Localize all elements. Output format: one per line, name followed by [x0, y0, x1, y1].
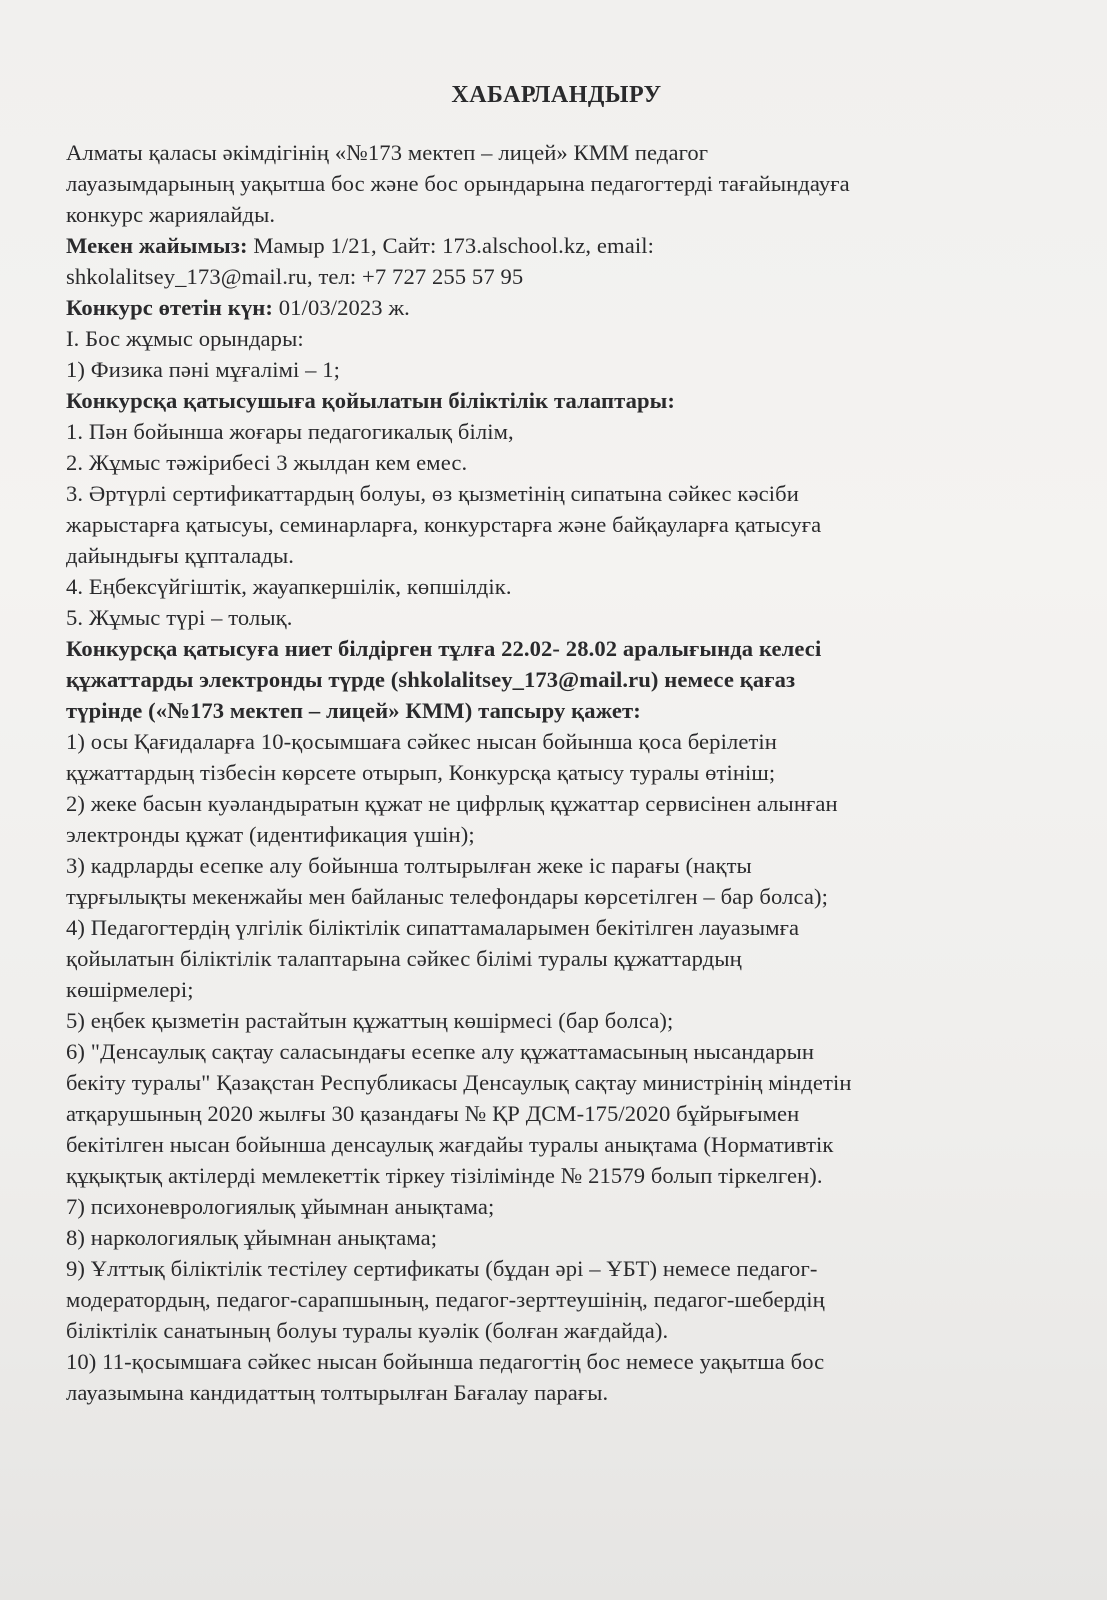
contest-date-label: Конкурс өтетін күн:	[66, 295, 274, 320]
submission-line: 9) Ұлттық біліктілік тестілеу сертификаты (бұдан әрі – ҰБТ) немесе педагог-	[66, 1256, 818, 1281]
submission-line: 7) психоневрологиялық ұйымнан анықтама;	[66, 1194, 495, 1219]
submission-line: 1) осы Қағидаларға 10-қосымшаға сәйкес нысан бойынша қоса берілетін	[66, 729, 778, 754]
vacancies-heading: I. Бос жұмыс орындары:	[66, 326, 304, 351]
submission-line: тұрғылықты мекенжайы мен байланыс телефондары көрсетілген – бар болса);	[66, 884, 829, 909]
submission-line: 5) еңбек қызметін растайтын құжаттың көшірмесі (бар болса);	[66, 1008, 674, 1033]
requirements-section	[66, 385, 1047, 633]
submission-line: біліктілік санатының болуы туралы куәлік (болған жағдайда).	[66, 1318, 669, 1343]
requirements-heading: Конкурсқа қатысушыға қойылатын біліктілік талаптары:	[66, 388, 676, 413]
submission-section	[66, 633, 1047, 1408]
submission-line: 6) "Денсаулық сақтау саласындағы есепке алу құжаттамасының нысандарын	[66, 1039, 815, 1064]
submission-line: 3) кадрларды есепке алу бойынша толтырылған жеке іс парағы (нақты	[66, 853, 752, 878]
document-title: ХАБАРЛАНДЫРУ	[451, 82, 662, 108]
address-line	[66, 230, 1047, 261]
requirement-line: 5. Жұмыс түрі – толық.	[66, 605, 293, 630]
submission-heading: құжаттарды электронды түрде (shkolalitsey_173@mail.ru) немесе қағаз	[66, 667, 796, 692]
intro-paragraph	[66, 137, 1047, 230]
requirement-line: 1. Пән бойынша жоғары педагогикалық білім,	[66, 419, 514, 444]
address-label: Мекен жайымыз:	[66, 233, 248, 258]
address-contact-line: shkolalitsey_173@mail.ru, тел: +7 727 255 57 95	[66, 264, 524, 289]
submission-line: модератордың, педагог-сарапшының, педагог-зерттеушінің, педагог-шебердің	[66, 1287, 825, 1312]
submission-line: электронды құжат (идентификация үшін);	[66, 822, 475, 847]
submission-line: қойылатын біліктілік талаптарына сәйкес білімі туралы құжаттардың	[66, 946, 742, 971]
intro-line: лауазымдарының уақытша бос және бос орындарына педагогтерді тағайындауға	[66, 171, 850, 196]
submission-heading: Конкурсқа қатысуға ниет білдірген тұлға 22.02- 28.02 аралығында келесі	[66, 636, 822, 661]
submission-line: құжаттардың тізбесін көрсете отырып, Конкурсқа қатысу туралы өтініш;	[66, 760, 776, 785]
contest-date-value: 01/03/2023 ж.	[273, 295, 410, 320]
intro-line: Алматы қаласы әкімдігінің «№173 мектеп – лицей» КММ педагог	[66, 140, 709, 165]
requirement-line: 4. Еңбексүйгіштік, жауапкершілік, көпшілдік.	[66, 574, 512, 599]
submission-line: бекітілген нысан бойынша денсаулық жағдайы туралы анықтама (Нормативтік	[66, 1132, 834, 1157]
contest-date-line	[66, 292, 1047, 323]
submission-line: лауазымына кандидаттың толтырылған Бағалау парағы.	[66, 1380, 609, 1405]
address-block	[66, 230, 1047, 292]
submission-heading: түрінде («№173 мектеп – лицей» КММ) тапсыру қажет:	[66, 698, 641, 723]
contest-date-block	[66, 292, 1047, 323]
requirement-line: жарыстарға қатысуы, семинарларға, конкурстарға және байқауларға қатысуға	[66, 512, 822, 537]
submission-line: 8) наркологиялық ұйымнан анықтама;	[66, 1225, 438, 1250]
submission-line: көшірмелері;	[66, 977, 194, 1002]
requirement-line: 2. Жұмыс тәжірибесі 3 жылдан кем емес.	[66, 450, 468, 475]
vacancy-item: 1) Физика пәні мұғалімі – 1;	[66, 357, 341, 382]
submission-line: атқарушының 2020 жылғы 30 қазандағы № ҚР ДСМ-175/2020 бұйрығымен	[66, 1101, 800, 1126]
submission-line: 4) Педагогтердің үлгілік біліктілік сипаттамаларымен бекітілген лауазымға	[66, 915, 800, 940]
submission-line: 10) 11-қосымшаға сәйкес нысан бойынша педагогтің бос немесе уақытша бос	[66, 1349, 825, 1374]
requirement-line: дайындығы құпталады.	[66, 543, 295, 568]
submission-line: бекіту туралы" Қазақстан Республикасы Денсаулық сақтау министрінің міндетін	[66, 1070, 852, 1095]
submission-line: 2) жеке басын куәландыратын құжат не цифрлық құжаттар сервисінен алынған	[66, 791, 838, 816]
address-value: Мамыр 1/21, Сайт: 173.alschool.kz, email:	[247, 233, 654, 258]
vacancies-section	[66, 323, 1047, 385]
submission-line: құқықтық актілерді мемлекеттік тіркеу тізілімінде № 21579 болып тіркелген).	[66, 1163, 823, 1188]
intro-line: конкурс жариялайды.	[66, 202, 276, 227]
requirement-line: 3. Әртүрлі сертификаттардың болуы, өз қызметінің сипатына сәйкес кәсіби	[66, 481, 799, 506]
